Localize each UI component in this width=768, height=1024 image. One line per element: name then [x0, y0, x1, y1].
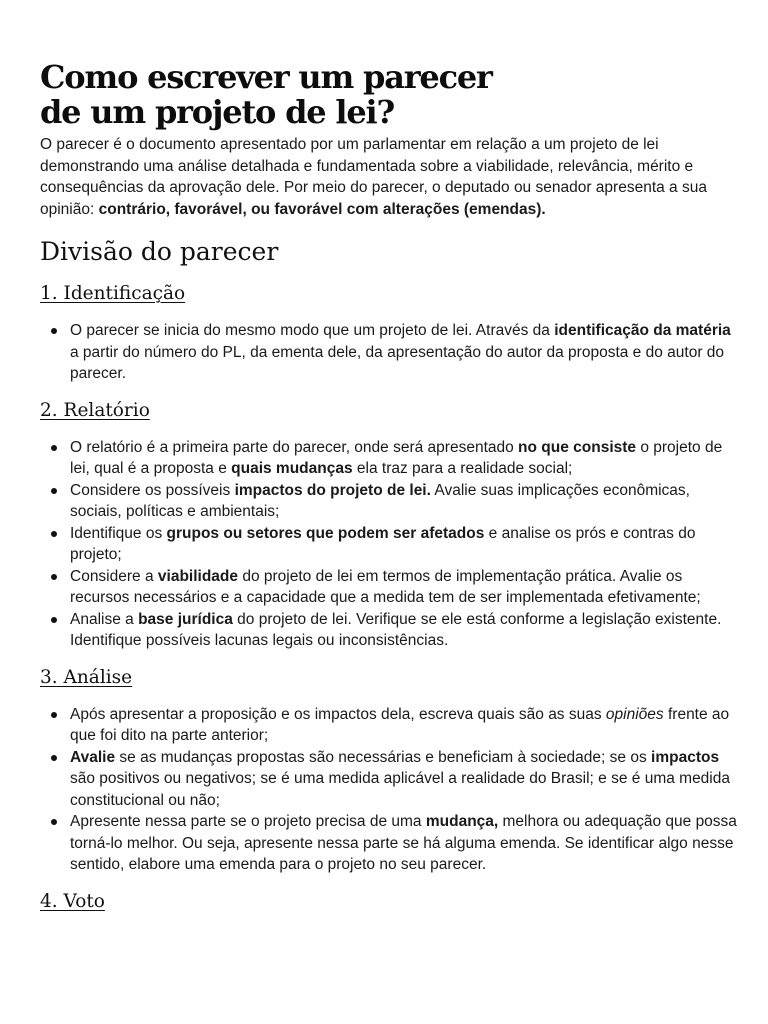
identificacao-list: [40, 320, 740, 385]
item-text: O relatório é a primeira parte do parecer, onde será apresentado: [70, 438, 519, 456]
item-text: e analise os prós e contras do projeto;: [70, 524, 696, 563]
intro-bold-text: contrário, favorável, ou favorável com alterações (emendas).: [98, 200, 546, 218]
item-bold: impactos do projeto de lei.: [234, 481, 431, 499]
relatorio-list: [40, 437, 740, 652]
item-text: melhora ou adequação que possa torná-lo melhor. Ou seja, apresente nessa parte se há alguma emenda. Se identificar algo nesse sentido, elabore uma emenda para o projeto no seu parecer.: [70, 813, 737, 873]
item-bold: grupos ou setores que podem ser afetados: [166, 524, 485, 542]
item-text: o projeto de lei, qual é a proposta e: [70, 438, 723, 477]
analise-list: [40, 704, 740, 876]
list-item: [40, 480, 740, 523]
item-bold: quais mudanças: [231, 460, 353, 477]
section-title-relatorio: 2. Relatório: [40, 399, 150, 421]
list-item: [40, 523, 740, 566]
item-text: do projeto de lei. Verifique se ele está conforme a legislação existente. Identifique possíveis lacunas legais ou inconsistências.: [70, 610, 722, 649]
list-item: [40, 566, 740, 609]
item-bold: impactos: [651, 748, 720, 766]
list-item: [40, 811, 740, 876]
item-italic: opiniões: [605, 705, 664, 723]
page-title-line-1: Como escrever um parecer: [40, 58, 492, 96]
item-text: Analise a: [70, 610, 139, 628]
intro-paragraph: [40, 134, 740, 220]
item-text: se as mudanças propostas são necessárias e beneficiam à sociedade; se os: [115, 748, 652, 766]
item-bold: identificação da matéria: [554, 322, 731, 339]
list-item: [40, 609, 740, 652]
intro-text: O parecer é o documento apresentado por um parlamentar em relação a um projeto de lei demonstrando uma análise detalhada e fundamentada sobre a viabilidade, relevância, mérito e consequências da aprovação dele. Por meio do parecer, o deputado ou senador apresenta a sua opinião:: [40, 136, 707, 218]
item-text: Após apresentar a proposição e os impactos dela, escreva quais são as suas: [70, 705, 606, 723]
item-text: ela traz para a realidade social;: [352, 460, 573, 477]
item-text: do projeto de lei em termos de implementação prática. Avalie os recursos necessários e a capacidade que a medida tem de ser implementada efetivamente;: [70, 567, 701, 606]
item-bold: base jurídica: [138, 610, 233, 628]
item-text: são positivos ou negativos; se é uma medida aplicável a realidade do Brasil; e se é uma medida constitucional ou não;: [70, 770, 730, 809]
item-text: Identifique os: [70, 524, 167, 542]
item-text: O parecer se inicia do mesmo modo que um projeto de lei. Através da: [70, 322, 555, 339]
list-item: [40, 437, 740, 480]
section-title-analise: 3. Análise: [40, 666, 133, 688]
item-text: frente ao que foi dito na parte anterior;: [70, 705, 730, 744]
item-text: Apresente nessa parte se o projeto precisa de uma: [70, 813, 426, 830]
item-text: Considere a: [70, 567, 158, 585]
item-bold: Avalie: [70, 748, 116, 766]
section-title-voto: 4. Voto: [40, 890, 105, 912]
list-item: [40, 747, 740, 812]
section-heading: Divisão do parecer: [40, 237, 279, 266]
item-bold: viabilidade: [157, 567, 239, 585]
list-item: [40, 320, 740, 385]
page-title: [40, 60, 740, 130]
item-text: a partir do número do PL, da ementa dele, da apresentação do autor da proposta e do autor do parecer.: [70, 343, 725, 382]
document-page: [40, 60, 740, 928]
item-bold: mudança,: [425, 813, 499, 830]
item-text: Considere os possíveis: [70, 481, 235, 499]
item-text: Avalie suas implicações econômicas, sociais, políticas e ambientais;: [70, 481, 690, 520]
section-title-identificacao: 1. Identificação: [40, 283, 186, 304]
item-bold: no que consiste: [518, 438, 637, 456]
page-title-line-2: de um projeto de lei?: [40, 93, 395, 131]
list-item: [40, 704, 740, 747]
